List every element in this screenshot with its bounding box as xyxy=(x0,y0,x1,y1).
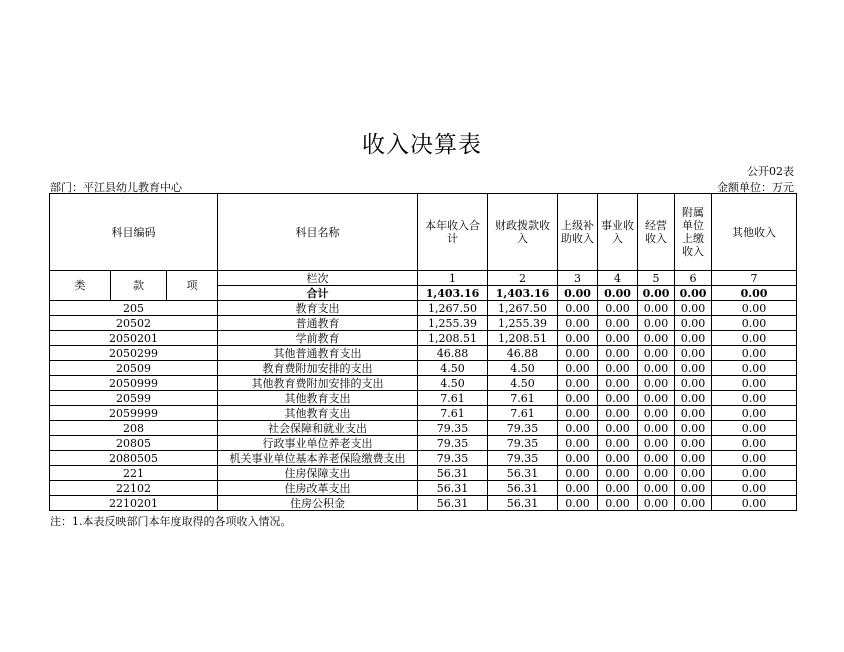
row-code: 221 xyxy=(50,466,218,481)
row-name: 社会保障和就业支出 xyxy=(218,421,418,436)
row-cell: 0.00 xyxy=(558,481,598,496)
table-row xyxy=(50,346,797,361)
table-row xyxy=(50,376,797,391)
row-name: 其他普通教育支出 xyxy=(218,346,418,361)
row-cell: 56.31 xyxy=(488,481,558,496)
table-row xyxy=(50,466,797,481)
row-cell: 0.00 xyxy=(598,436,638,451)
row-code: 2050201 xyxy=(50,331,218,346)
row-cell: 1,267.50 xyxy=(418,301,488,316)
row-cell: 56.31 xyxy=(418,466,488,481)
row-cell: 0.00 xyxy=(638,316,675,331)
table-row xyxy=(50,421,797,436)
row-cell: 0.00 xyxy=(675,496,712,511)
row-name: 学前教育 xyxy=(218,331,418,346)
table-row xyxy=(50,301,797,316)
row-code: 2210201 xyxy=(50,496,218,511)
total-cell: 1,403.16 xyxy=(488,286,558,301)
row-cell: 0.00 xyxy=(598,406,638,421)
table-row xyxy=(50,331,797,346)
row-cell: 1,255.39 xyxy=(418,316,488,331)
row-cell: 0.00 xyxy=(675,391,712,406)
row-name: 普通教育 xyxy=(218,316,418,331)
row-cell: 79.35 xyxy=(418,421,488,436)
column-number-row xyxy=(50,271,797,286)
row-cell: 0.00 xyxy=(638,421,675,436)
row-name: 住房改革支出 xyxy=(218,481,418,496)
row-cell: 0.00 xyxy=(675,316,712,331)
row-cell: 0.00 xyxy=(675,331,712,346)
row-cell: 0.00 xyxy=(675,346,712,361)
row-cell: 46.88 xyxy=(488,346,558,361)
row-code: 2059999 xyxy=(50,406,218,421)
col-number-5: 5 xyxy=(638,271,675,286)
row-name: 其他教育费附加安排的支出 xyxy=(218,376,418,391)
department-label: 部门：平江县幼儿教育中心 xyxy=(50,181,182,194)
row-cell: 0.00 xyxy=(712,496,797,511)
row-code: 20599 xyxy=(50,391,218,406)
header-lanci: 栏次 xyxy=(218,271,418,286)
total-label: 合计 xyxy=(218,286,418,301)
row-cell: 0.00 xyxy=(675,361,712,376)
row-code: 2050299 xyxy=(50,346,218,361)
row-cell: 0.00 xyxy=(598,466,638,481)
row-cell: 0.00 xyxy=(598,316,638,331)
row-cell: 0.00 xyxy=(558,466,598,481)
total-cell: 0.00 xyxy=(598,286,638,301)
row-cell: 0.00 xyxy=(675,406,712,421)
header-xiang: 项 xyxy=(167,271,218,301)
table-row xyxy=(50,361,797,376)
header-lei: 类 xyxy=(50,271,111,301)
row-cell: 56.31 xyxy=(488,496,558,511)
row-name: 机关事业单位基本养老保险缴费支出 xyxy=(218,451,418,466)
row-cell: 0.00 xyxy=(712,436,797,451)
row-cell: 0.00 xyxy=(712,421,797,436)
row-name: 其他教育支出 xyxy=(218,406,418,421)
row-cell: 0.00 xyxy=(638,346,675,361)
row-cell: 4.50 xyxy=(488,361,558,376)
row-cell: 4.50 xyxy=(418,376,488,391)
row-name: 行政事业单位养老支出 xyxy=(218,436,418,451)
row-cell: 0.00 xyxy=(712,481,797,496)
row-code: 2050999 xyxy=(50,376,218,391)
row-code: 205 xyxy=(50,301,218,316)
col-number-7: 7 xyxy=(712,271,797,286)
header-affiliated: 附属单位上缴收入 xyxy=(675,194,712,271)
header-total-income: 本年收入合计 xyxy=(418,194,488,271)
row-cell: 0.00 xyxy=(598,361,638,376)
row-cell: 0.00 xyxy=(638,376,675,391)
row-cell: 0.00 xyxy=(638,436,675,451)
row-cell: 0.00 xyxy=(712,361,797,376)
total-cell: 1,403.16 xyxy=(418,286,488,301)
row-cell: 0.00 xyxy=(558,421,598,436)
row-cell: 0.00 xyxy=(558,316,598,331)
row-cell: 0.00 xyxy=(638,406,675,421)
header-kuan: 款 xyxy=(111,271,167,301)
row-name: 教育支出 xyxy=(218,301,418,316)
row-name: 住房保障支出 xyxy=(218,466,418,481)
row-cell: 46.88 xyxy=(418,346,488,361)
row-cell: 7.61 xyxy=(488,406,558,421)
row-cell: 0.00 xyxy=(558,301,598,316)
row-cell: 7.61 xyxy=(488,391,558,406)
row-cell: 0.00 xyxy=(712,301,797,316)
row-cell: 0.00 xyxy=(712,391,797,406)
table-row xyxy=(50,496,797,511)
row-code: 22102 xyxy=(50,481,218,496)
amount-unit-label: 金额单位：万元 xyxy=(717,181,794,194)
row-name: 住房公积金 xyxy=(218,496,418,511)
row-cell: 0.00 xyxy=(638,361,675,376)
header-business: 事业收入 xyxy=(598,194,638,271)
col-number-2: 2 xyxy=(488,271,558,286)
total-cell: 0.00 xyxy=(712,286,797,301)
col-number-4: 4 xyxy=(598,271,638,286)
row-cell: 79.35 xyxy=(488,451,558,466)
row-code: 2080505 xyxy=(50,451,218,466)
row-cell: 0.00 xyxy=(712,376,797,391)
row-cell: 0.00 xyxy=(675,301,712,316)
row-name: 教育费附加安排的支出 xyxy=(218,361,418,376)
row-cell: 0.00 xyxy=(675,436,712,451)
header-fiscal: 财政拨款收入 xyxy=(488,194,558,271)
col-number-1: 1 xyxy=(418,271,488,286)
row-cell: 0.00 xyxy=(598,451,638,466)
row-cell: 0.00 xyxy=(558,391,598,406)
row-cell: 0.00 xyxy=(638,466,675,481)
row-cell: 0.00 xyxy=(598,496,638,511)
table-row xyxy=(50,451,797,466)
row-cell: 1,267.50 xyxy=(488,301,558,316)
header-operating: 经营收入 xyxy=(638,194,675,271)
row-cell: 0.00 xyxy=(712,316,797,331)
table-row xyxy=(50,436,797,451)
row-cell: 0.00 xyxy=(598,301,638,316)
row-cell: 0.00 xyxy=(712,346,797,361)
total-cell: 0.00 xyxy=(638,286,675,301)
form-number: 公开02表 xyxy=(747,165,794,178)
row-cell: 0.00 xyxy=(638,301,675,316)
row-cell: 0.00 xyxy=(638,496,675,511)
table-row xyxy=(50,481,797,496)
row-cell: 0.00 xyxy=(558,346,598,361)
row-cell: 0.00 xyxy=(712,451,797,466)
row-cell: 0.00 xyxy=(558,436,598,451)
row-code: 208 xyxy=(50,421,218,436)
row-cell: 79.35 xyxy=(488,421,558,436)
row-cell: 0.00 xyxy=(712,406,797,421)
table-row xyxy=(50,406,797,421)
table-row xyxy=(50,391,797,406)
footnote: 注：1.本表反映部门本年度取得的各项收入情况。 xyxy=(50,515,292,528)
total-cell: 0.00 xyxy=(675,286,712,301)
header-code: 科目编码 xyxy=(50,194,218,271)
row-cell: 1,208.51 xyxy=(488,331,558,346)
row-cell: 0.00 xyxy=(598,481,638,496)
row-cell: 0.00 xyxy=(558,406,598,421)
row-cell: 7.61 xyxy=(418,391,488,406)
row-cell: 0.00 xyxy=(558,331,598,346)
row-code: 20509 xyxy=(50,361,218,376)
row-cell: 0.00 xyxy=(598,391,638,406)
row-cell: 79.35 xyxy=(418,451,488,466)
header-name: 科目名称 xyxy=(218,194,418,271)
row-cell: 4.50 xyxy=(488,376,558,391)
row-cell: 0.00 xyxy=(638,451,675,466)
row-cell: 0.00 xyxy=(712,331,797,346)
row-cell: 0.00 xyxy=(638,481,675,496)
row-code: 20502 xyxy=(50,316,218,331)
row-cell: 0.00 xyxy=(638,391,675,406)
row-cell: 56.31 xyxy=(488,466,558,481)
row-cell: 1,255.39 xyxy=(488,316,558,331)
row-name: 其他教育支出 xyxy=(218,391,418,406)
row-cell: 0.00 xyxy=(598,376,638,391)
row-cell: 0.00 xyxy=(675,376,712,391)
row-cell: 0.00 xyxy=(558,361,598,376)
row-cell: 7.61 xyxy=(418,406,488,421)
row-cell: 0.00 xyxy=(558,451,598,466)
table-row xyxy=(50,316,797,331)
row-cell: 79.35 xyxy=(418,436,488,451)
row-cell: 56.31 xyxy=(418,481,488,496)
row-cell: 0.00 xyxy=(675,466,712,481)
row-cell: 0.00 xyxy=(558,376,598,391)
page-title: 收入决算表 xyxy=(362,132,482,158)
income-table xyxy=(49,193,797,511)
row-cell: 56.31 xyxy=(418,496,488,511)
row-cell: 0.00 xyxy=(598,421,638,436)
col-number-3: 3 xyxy=(558,271,598,286)
row-cell: 0.00 xyxy=(598,346,638,361)
total-cell: 0.00 xyxy=(558,286,598,301)
header-other: 其他收入 xyxy=(712,194,797,271)
row-code: 20805 xyxy=(50,436,218,451)
row-cell: 0.00 xyxy=(598,331,638,346)
row-cell: 79.35 xyxy=(488,436,558,451)
row-cell: 0.00 xyxy=(675,451,712,466)
row-cell: 0.00 xyxy=(712,466,797,481)
row-cell: 0.00 xyxy=(675,421,712,436)
row-cell: 1,208.51 xyxy=(418,331,488,346)
row-cell: 0.00 xyxy=(675,481,712,496)
header-superior-subsidy: 上级补助收入 xyxy=(558,194,598,271)
header-row xyxy=(50,194,797,271)
row-cell: 0.00 xyxy=(558,496,598,511)
row-cell: 0.00 xyxy=(638,331,675,346)
col-number-6: 6 xyxy=(675,271,712,286)
row-cell: 4.50 xyxy=(418,361,488,376)
